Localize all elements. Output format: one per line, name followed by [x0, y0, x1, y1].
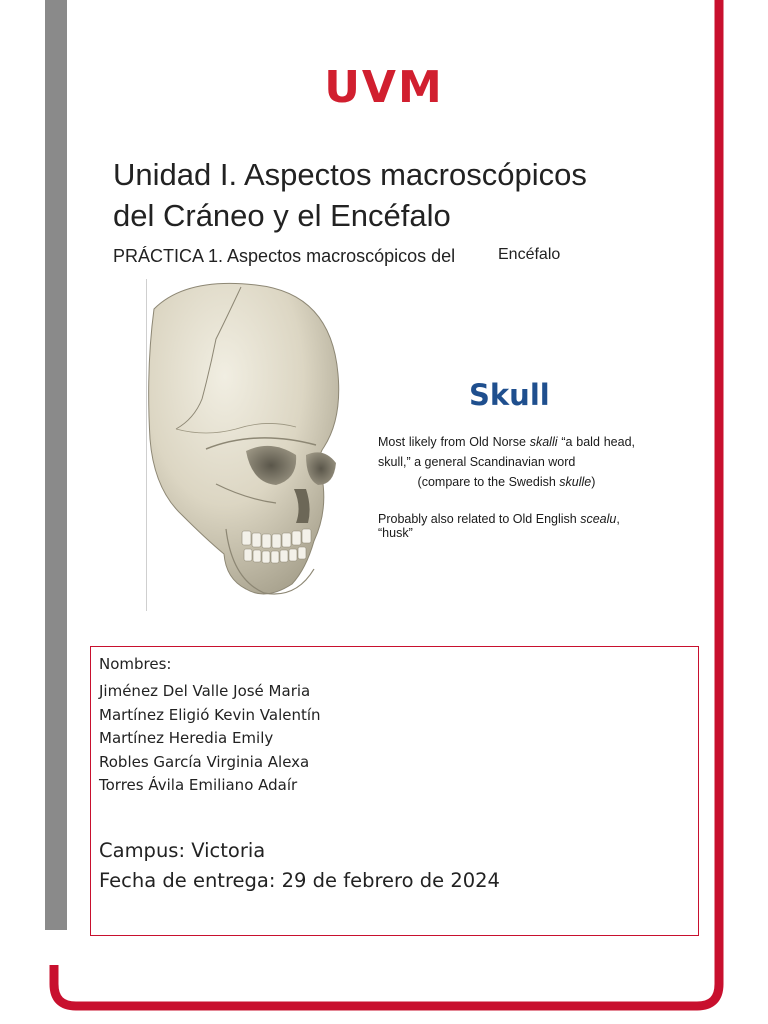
image-edge [146, 279, 147, 611]
title-line-1: Unidad I. Aspectos macroscópicos [113, 157, 587, 192]
list-item: Robles García Virginia Alexa [99, 752, 310, 771]
skull-heading: Skull [469, 378, 550, 412]
page-title [113, 154, 673, 236]
campus-info [99, 836, 500, 896]
etymology-text: (compare to the Swedish [417, 475, 560, 489]
etymology-term: scealu [580, 512, 617, 526]
list-item: Torres Ávila Emiliano Adaír [99, 776, 298, 794]
campus-line: Campus: Victoria [99, 839, 266, 862]
skull-etymology-1 [378, 432, 635, 492]
list-item: Martínez Eligió Kevin Valentín [99, 705, 321, 724]
practice-subtitle: PRÁCTICA 1. Aspectos macroscópicos del [113, 246, 456, 266]
list-item: Martínez Heredia Emily [99, 729, 274, 747]
etymology-text: Most likely from Old Norse [378, 435, 530, 449]
delivery-date: Fecha de entrega: 29 de febrero de 2024 [99, 869, 500, 892]
etymology-text: Probably also related to Old English [378, 512, 581, 526]
names-label: Nombres: [99, 655, 172, 673]
etymology-text: , “husk” [378, 512, 620, 540]
title-line-2: del Cráneo y el Encéfalo [113, 198, 451, 233]
etymology-term: skulle [559, 475, 592, 489]
practice-subtitle-word: Encéfalo [498, 246, 561, 263]
skull-etymology-2 [378, 512, 648, 540]
etymology-term: skalli [529, 435, 558, 449]
etymology-text: ) [591, 475, 596, 489]
uvm-logo: UVM [324, 62, 444, 113]
skull-illustration [146, 279, 376, 614]
etymology-compare [378, 472, 635, 492]
list-item: Jiménez Del Valle José Maria [99, 682, 311, 700]
names-list [99, 680, 321, 798]
etymology-text: “a bald head, skull,” a general Scandinavian word [378, 435, 635, 469]
